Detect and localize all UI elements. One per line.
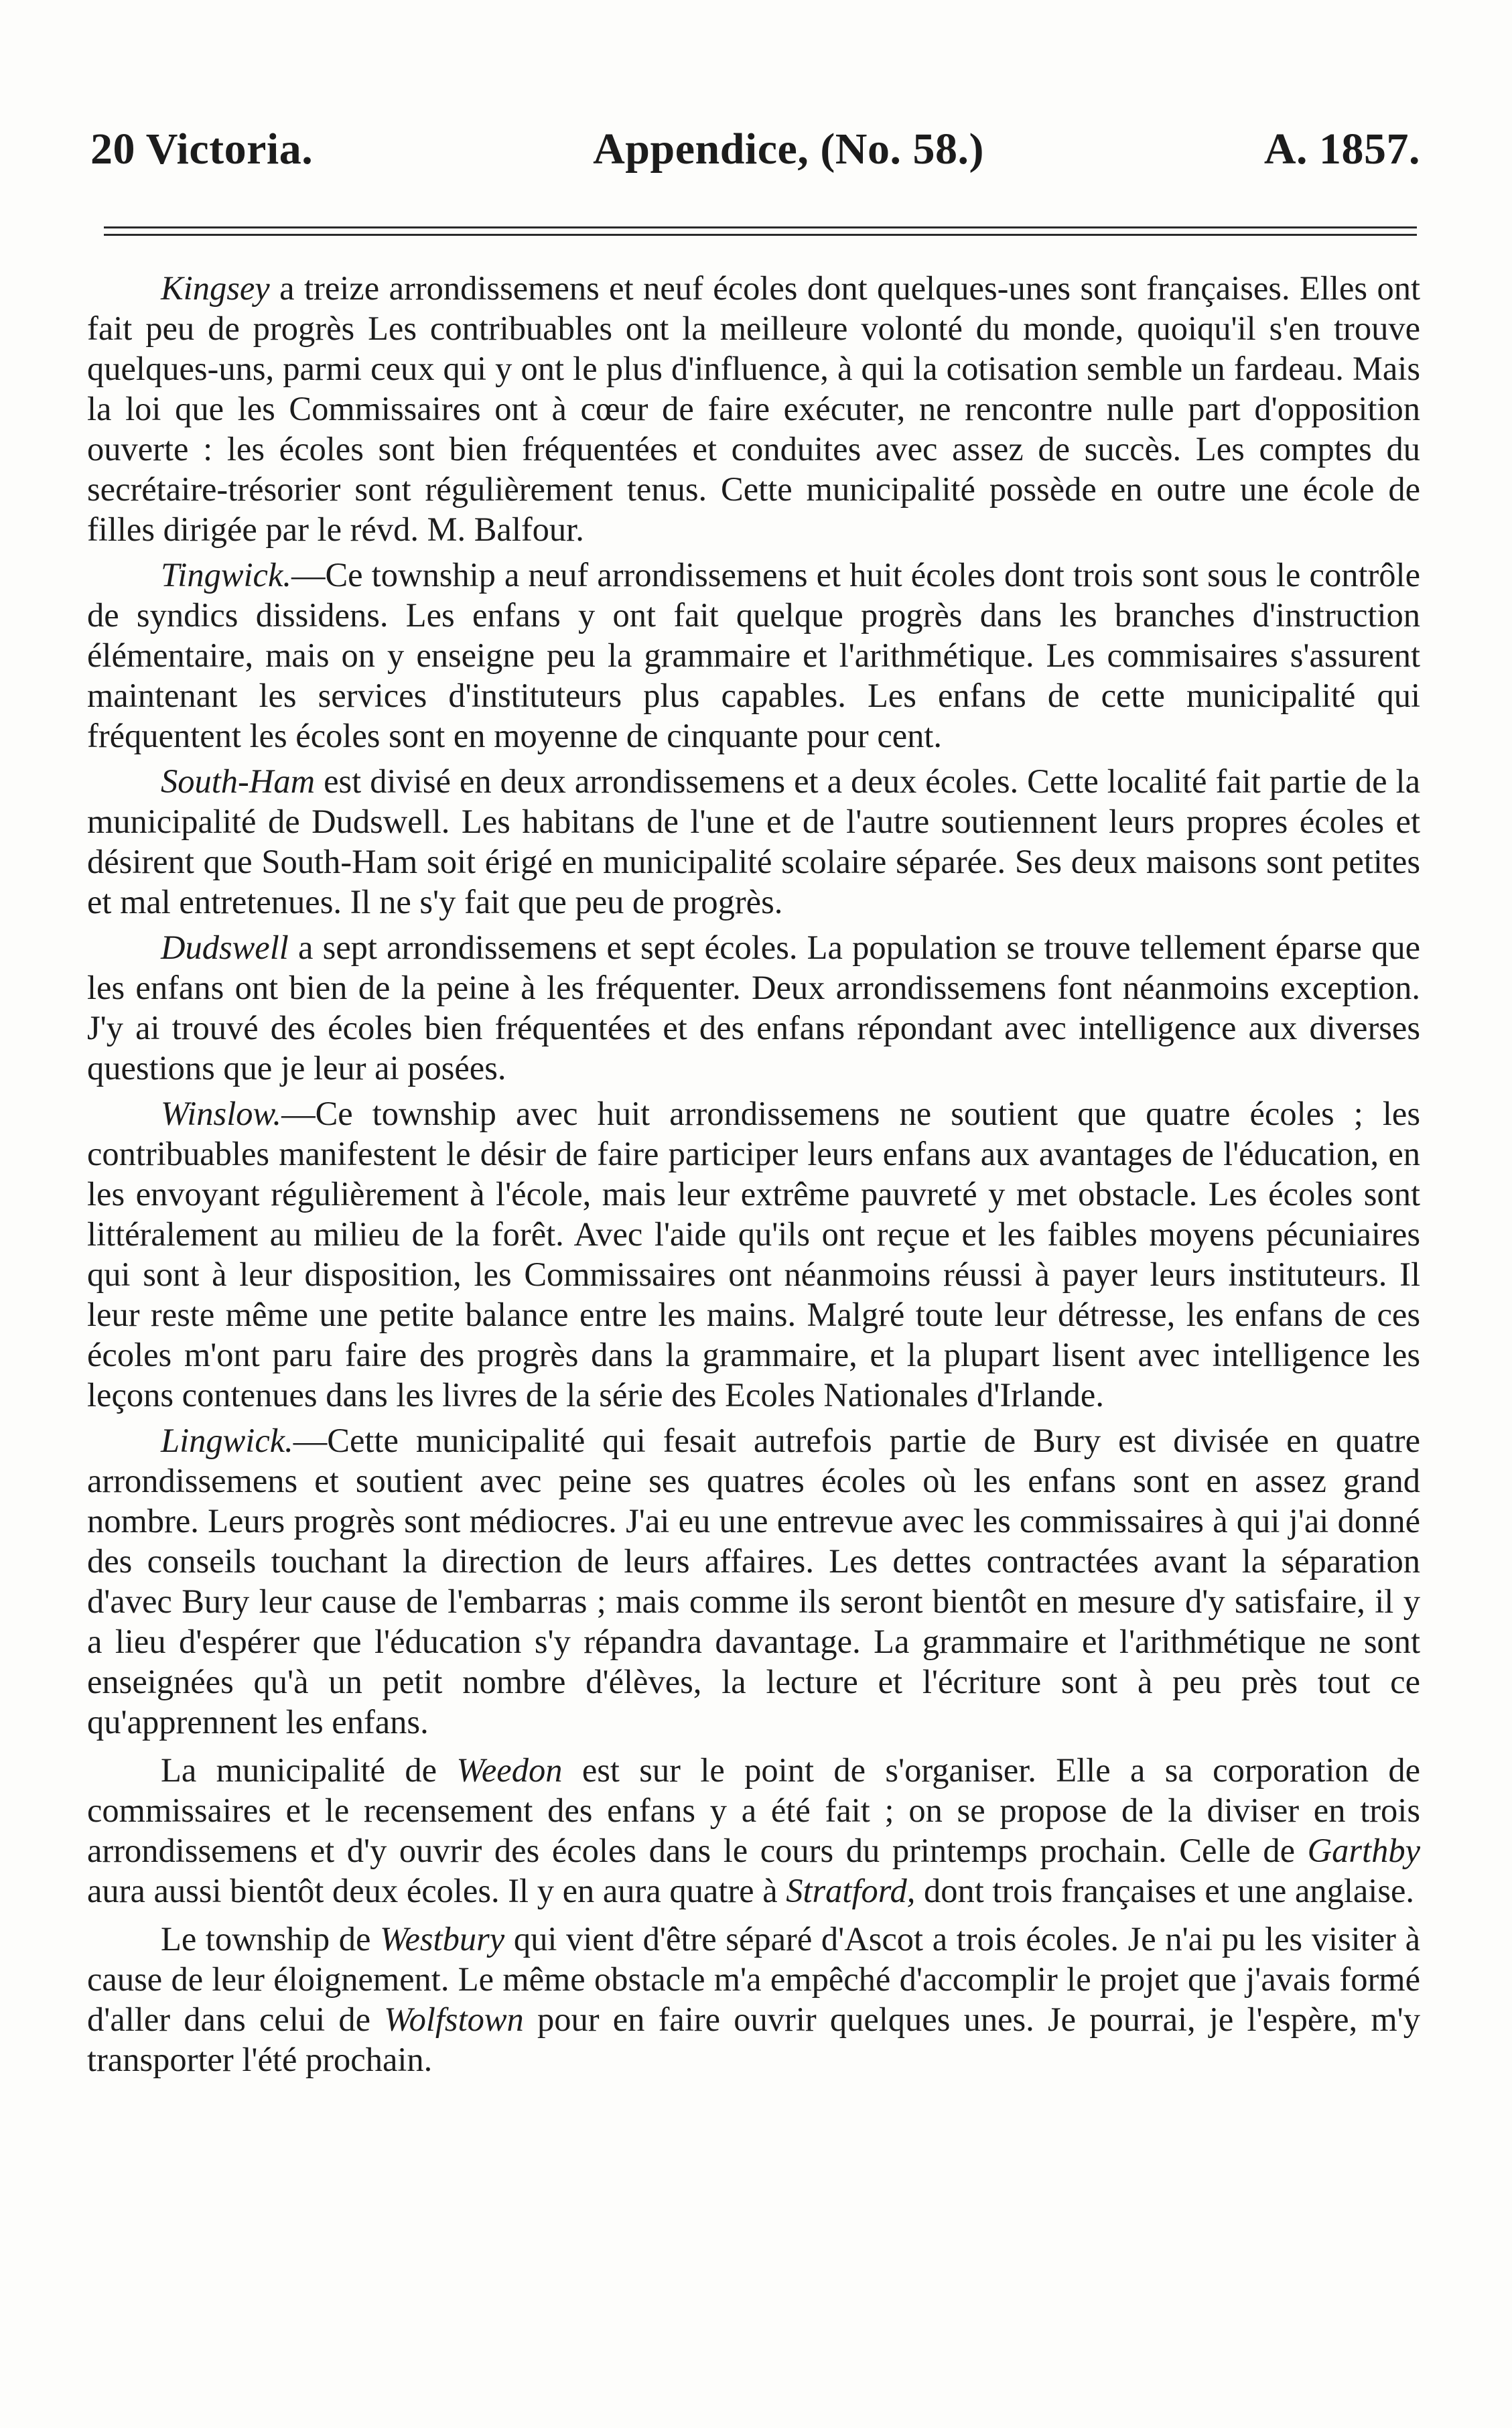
paragraph-text: qui vient d'être séparé d'Ascot a trois écoles. Je n'ai pu les visiter à cause de leur éloignement. Le même obstacle m'a empêché d'accomplir le projet que j'avais formé d'aller dans celui de	[87, 1920, 1420, 2038]
header-session: 20 Victoria.	[90, 125, 314, 174]
paragraph-text: dont trois françaises et une anglaise.	[915, 1872, 1415, 1909]
paragraph-text: —Ce township avec huit arrondissemens ne soutient que quatre écoles ; les contribuables manifestent le désir de faire participer leurs enfans aux avantages de l'éducation, en les envoyant régulièrement à l'école, mais leur extrême pauvreté y met obstacle. Les écoles sont littéralement au milieu de la forêt. Avec l'aide qu'ils ont reçue et les faibles moyens pécuniaires qui sont à leur disposition, les Commissaires ont néanmoins réussi à payer leurs instituteurs. Il leur reste même une petite balance entre les mains. Malgré toute leur détresse, les enfans de ces écoles m'ont paru faire des progrès dans la grammaire, et la plupart lisent avec intelligence les leçons contenues dans les livres de la série des Ecoles Nationales d'Irlande.	[87, 1095, 1420, 1414]
header-appendix: Appendice, (No. 58.)	[593, 125, 984, 174]
place-name-westbury: Westbury	[380, 1920, 505, 1958]
paragraph-south-ham	[87, 761, 1420, 922]
paragraph-lingwick	[87, 1420, 1420, 1742]
place-name-garthby: Garthby	[1307, 1832, 1420, 1869]
paragraph-text: a sept arrondissemens et sept écoles. La population se trouve tellement éparse que les enfans ont bien de la peine à les fréquenter. Deux arrondissemens font néanmoins exception. J'y ai trouvé des écoles bien fréquentées et des enfans répondant avec intelligence aux diverses questions que je leur ai posées.	[87, 929, 1420, 1087]
paragraph-text: —Ce township a neuf arrondissemens et huit écoles dont trois sont sous le contrôle de syndics dissidens. Les enfans y ont fait quelque progrès dans les branches d'instruction élémentaire, mais on y enseigne peu la grammaire et l'arithmétique. Les commisaires s'assurent maintenant les services d'instituteurs plus capables. Les enfans de cette municipalité qui fréquentent les écoles sont en moyenne de cinquante pour cent.	[87, 556, 1420, 754]
place-name: Tingwick.	[161, 556, 291, 594]
place-name: Lingwick.	[161, 1422, 293, 1459]
paragraph-text: La municipalité de	[161, 1751, 457, 1789]
header-double-rule	[104, 226, 1417, 241]
paragraph-text: est divisé en deux arrondissemens et a deux écoles. Cette localité fait partie de la municipalité de Dudswell. Les habitans de l'une et de l'autre soutiennent leurs propres écoles et désirent que South-Ham soit érigé en municipalité scolaire séparée. Ses deux maisons sont petites et mal entretenues. Il ne s'y fait que peu de progrès.	[87, 762, 1420, 921]
paragraph-weedon	[87, 1750, 1420, 1911]
paragraph-text: pour en faire ouvrir quelques unes. Je pourrai, je l'espère, m'y transporter l'été prochain.	[87, 2001, 1421, 2078]
running-header	[90, 124, 1420, 184]
paragraph-text: aura aussi bientôt deux écoles. Il y en aura quatre à	[87, 1872, 786, 1909]
paragraph-text: a treize arrondissemens et neuf écoles dont quelques-unes sont françaises. Elles ont fait peu de progrès Les contribuables ont la meilleure volonté du monde, quoiqu'il s'en trouve quelques-uns, parmi ceux qui y ont le plus d'influence, à qui la cotisation semble un fardeau. Mais la loi que les Commissaires ont à cœur de faire exécuter, ne rencontre nulle part d'opposition ouverte : les écoles sont bien fréquentées et conduites avec assez de succès. Les comptes du secrétaire-trésorier sont régulièrement tenus. Cette municipalité possède en outre une école de filles dirigée par le révd. M. Balfour.	[87, 269, 1420, 548]
paragraph-text: est sur le point de s'organiser. Elle a sa corporation de commissaires et le recensement des enfans y a été fait ; on se propose de la diviser en trois arrondissemens et d'y ouvrir des écoles dans le cours du printemps prochain. Celle de	[87, 1751, 1420, 1869]
paragraph-kingsey	[87, 268, 1420, 549]
place-name: South-Ham	[161, 762, 316, 800]
place-name-weedon: Weedon	[456, 1751, 563, 1789]
paragraph-text: Le township de	[161, 1920, 381, 1958]
paragraph-winslow	[87, 1093, 1420, 1415]
rule-top	[104, 226, 1417, 228]
place-name: Dudswell	[161, 929, 289, 966]
paragraph-westbury	[87, 1919, 1420, 2080]
paragraph-dudswell	[87, 927, 1420, 1088]
place-name-wolfstown: Wolfstown	[384, 2001, 524, 2038]
place-name: Kingsey	[161, 269, 270, 307]
place-name: Winslow.	[161, 1095, 282, 1132]
paragraph-text: —Cette municipalité qui fesait autrefois partie de Bury est divisée en quatre arrondissemens et soutient avec peine ses quatres écoles où les enfans sont en assez grand nombre. Leurs progrès sont médiocres. J'ai eu une entrevue avec les commissaires à qui j'ai donné des conseils touchant la direction de leurs affaires. Les dettes contractées avant la séparation d'avec Bury leur cause de l'embarras ; mais comme ils seront bientôt en mesure d'y satisfaire, il y a lieu d'espérer que l'éducation s'y répandra davantage. La grammaire et l'arithmétique ne sont enseignées qu'à un petit nombre d'élèves, la lecture et l'écriture sont à peu près tout ce qu'apprennent les enfans.	[87, 1422, 1420, 1741]
place-name-stratford: Stratford,	[786, 1872, 916, 1909]
body-text	[87, 268, 1420, 2085]
paragraph-tingwick	[87, 555, 1420, 756]
header-year: A. 1857.	[1263, 125, 1420, 174]
rule-bottom	[104, 234, 1417, 236]
